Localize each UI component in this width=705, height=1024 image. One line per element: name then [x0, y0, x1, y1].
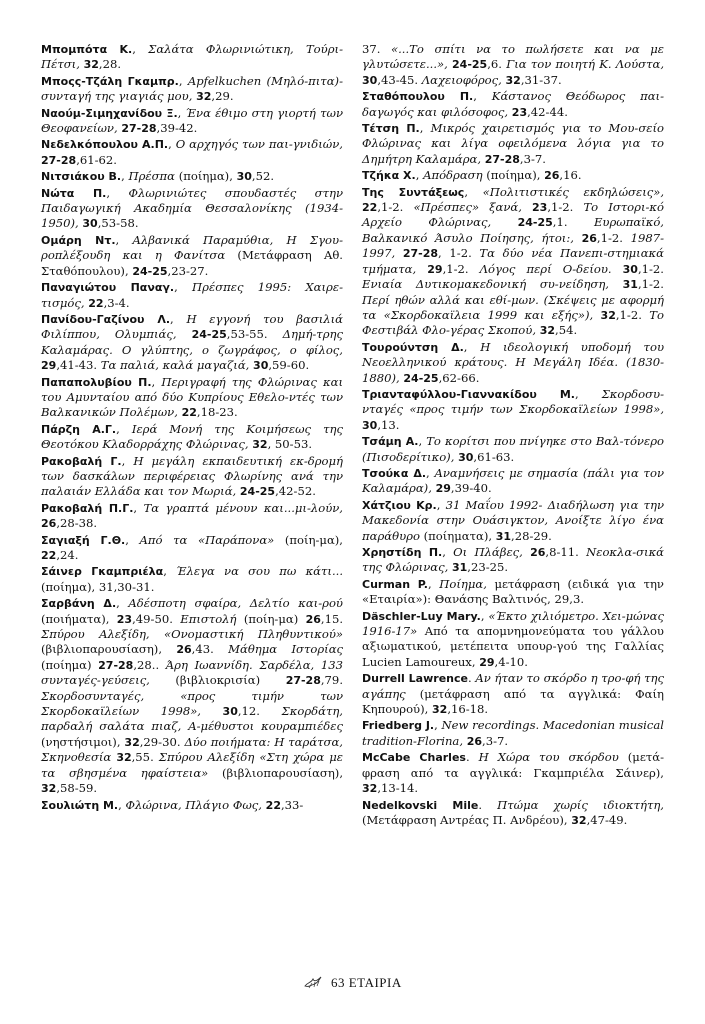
entry-text: ,53-58.	[97, 216, 139, 231]
entry-issue: 24-25	[452, 58, 488, 72]
entry-text: ,	[464, 184, 483, 199]
entry-title: Σπύρου Αλεξίδη «Στη χώρα με τα σβησμένα ηφαίστεια»	[41, 750, 344, 780]
entry-title: Ιερά Μονή της Κοιμήσεως της Θεοτόκου Κλαδορράχης Φλώρινας,	[41, 421, 343, 452]
entry-text: ,42-44.	[527, 104, 568, 119]
entry-title: Φλωρινιώτες σπουδαστές στην Παιδαγωγική Ακαδημία Θεσσαλονίκης (1934-1950),	[41, 185, 344, 231]
entry-issue: 29	[427, 262, 443, 276]
entry-text: ,28..	[133, 657, 166, 672]
entry-text: (Μετάφραση Αντρέας Π. Ανδρέου),	[362, 812, 572, 827]
entry-title: Τα δύο νέα Πανεπι-στημιακά τμήματα,	[362, 246, 664, 276]
entry-issue: 31	[495, 529, 512, 543]
entry-text: (Μετάφραση Αθ. Σταθόπουλου),	[41, 248, 343, 278]
entry-issue: 32	[600, 308, 616, 322]
index-entry	[362, 798, 664, 829]
entry-title: Δημή-τρης Καλαμάρας. Ο γλύπτης, ο ζωγράφος, ο φίλος,	[41, 327, 343, 357]
journal-name: ΕΤΑΙΡΙΑ	[348, 975, 402, 990]
entry-title: «Έκτο χιλιόμετρο. Χει-μώνας 1916-17»	[362, 608, 664, 639]
entry-text: (ποίημα)	[41, 657, 99, 672]
entry-title: New recordings. Macedonian musical tradition-Florina,	[362, 718, 664, 748]
entry-issue: 30	[622, 262, 638, 276]
entry-author: Σάινερ Γκαμπριέλα	[41, 565, 164, 579]
entry-text: ,24.	[56, 548, 79, 562]
entry-text: 37.	[362, 42, 392, 56]
entry-issue: 29	[479, 655, 495, 669]
entry-text: (βιβλιοκρισία)	[175, 673, 286, 688]
entry-title: «...Το σπίτι να το πωλήσετε και να με γλυτώσετε...»,	[362, 42, 664, 72]
entry-text: ,79.	[320, 673, 343, 688]
entry-text: .	[465, 750, 479, 765]
entry-text: ,61-62.	[76, 152, 117, 167]
entry-text: ,49-50.	[132, 611, 181, 626]
entry-text: ,31-37.	[520, 72, 562, 87]
entry-author: Παπαπολυβίου Π.	[41, 375, 152, 389]
entry-text: ,52.	[251, 169, 275, 184]
entry-issue: 32	[83, 58, 99, 72]
entry-title: Σκορδοσυ-νταγές «προς τιμήν των Σκορδοκαϊλείων 1998»,	[362, 386, 664, 417]
entry-text: (ποίημα),	[486, 168, 545, 183]
entry-issue: 29	[41, 359, 57, 373]
entry-text: ,	[121, 169, 129, 184]
entry-author: Της Συντάξεως	[362, 185, 465, 199]
entry-issue: 22	[88, 296, 104, 310]
entry-text: ,13.	[377, 417, 400, 432]
entry-text: ,39-40.	[450, 481, 492, 496]
index-entry	[41, 501, 343, 532]
entry-text: ,1-2.	[547, 200, 584, 215]
entry-text: ,	[132, 42, 149, 56]
index-entry	[41, 596, 343, 796]
entry-text: ,1-2.	[442, 261, 480, 276]
entry-title: Ποίημα,	[439, 576, 495, 591]
entry-title: Ένα έθιμο στη γιορτή των Θεοφανείων,	[41, 105, 343, 136]
entry-text: ,	[574, 386, 602, 401]
entry-text: ,47-49.	[586, 812, 628, 827]
entry-text: ,	[419, 121, 431, 136]
entry-title: Από τα «Παράπονα»	[139, 532, 285, 547]
entry-title: Περιγραφή της Φλώρινας και του Αμυνταίου από δύο Κυπρίους Εθελο-ντές των Βαλκανικών Πολέμων,	[41, 374, 343, 420]
entry-text: (ποίη-μα),	[284, 532, 343, 547]
entry-text: ,4-10.	[494, 654, 528, 669]
entry-issue: 27-28	[121, 122, 157, 136]
entry-title: 31 Μαΐου 1992- Διαδήλωση για την Μακεδονία στην Ουάσιγκτον, Ανοίξτε λίγο ένα παράθυρο	[362, 497, 664, 543]
entry-text: ,23-25.	[467, 560, 509, 575]
entry-title: Το κορίτσι που πνίγηκε στο Βαλ-τόνερο (Πισοδερίτικο),	[362, 434, 664, 464]
index-entry	[362, 718, 664, 749]
entry-text: (βιβλιοπαρουσίαση),	[222, 765, 343, 780]
entry-issue: 24-25	[191, 328, 227, 342]
index-entry	[362, 671, 664, 717]
entry-author: Durrell Lawrence	[362, 672, 468, 686]
page-number: 63	[330, 975, 345, 990]
entry-issue: 32	[432, 703, 448, 717]
entry-issue: 23	[116, 612, 133, 626]
index-entry	[362, 545, 664, 576]
entry-text: ,	[463, 339, 481, 354]
entry-text: ,	[116, 421, 132, 436]
entry-title: Η εγγονή του βασιλιά Φιλίππου, Ολυμπιάς,	[41, 311, 343, 342]
entry-text: ,15.	[320, 611, 344, 626]
entry-author: Μποςς-Τζάλη Γκαμπρ.	[41, 74, 179, 88]
index-entry	[362, 609, 664, 671]
entry-issue: 22	[265, 798, 281, 812]
entry-author: Τζήκα Χ.	[362, 169, 416, 183]
entry-author: Χάτζιου Κρ.	[362, 498, 437, 512]
index-entry	[362, 577, 664, 608]
index-entry	[41, 564, 343, 595]
entry-author: Ρακοβαλή Π.Γ.	[41, 501, 134, 515]
entry-title: Νεοκλα-σικά της Φλώρινας,	[362, 545, 665, 575]
entry-text: ,	[178, 73, 188, 88]
entry-text: μετάφραση (ειδικά για την «Εταιρία»): Θανάσης Βαλτινός, 29,3.	[362, 576, 664, 607]
entry-title: Κάστανος Θεόδωρος παι-δαγωγός και φιλόσοφος,	[362, 89, 664, 119]
entry-text: (ποίημα),	[178, 169, 237, 184]
entry-issue: 30	[253, 359, 269, 373]
index-entry	[41, 375, 343, 421]
entry-author: Πανίδου-Γαζίνου Λ.	[41, 312, 171, 326]
entry-text: , 50-53.	[267, 437, 313, 452]
entry-author: Σαγιαξή Γ.Θ.	[41, 533, 126, 547]
entry-text: ,58-59.	[56, 781, 98, 796]
entry-title: Λαχειοφόρος,	[421, 72, 506, 87]
entry-issue: 32	[116, 751, 132, 765]
entry-text: ,	[151, 374, 162, 389]
entry-text: ,	[121, 453, 134, 468]
index-entry	[41, 454, 343, 500]
index-entry	[41, 533, 343, 564]
index-entry	[41, 422, 343, 453]
entry-author: Σουλιώτη Μ.	[41, 798, 119, 812]
entry-issue: 22	[41, 549, 57, 562]
entry-text: ,	[125, 532, 140, 547]
entry-text: ,3-7.	[482, 733, 509, 748]
entry-author: Νεδελκόπουλου Α.Π.	[41, 138, 169, 152]
entry-text: ,23-27.	[167, 263, 209, 278]
entry-author: Curman P.	[362, 577, 428, 591]
entry-title: Επιστολή	[180, 611, 244, 626]
entry-title: Σαλάτα Φλωρινιώτικη, Τούρι-Πέτσι,	[41, 42, 343, 72]
entry-text: ,43-45.	[377, 72, 422, 87]
entry-issue: 27-28	[285, 674, 321, 688]
entry-text: ,28.	[98, 57, 122, 72]
entry-text: ,	[480, 608, 489, 623]
index-entry	[41, 312, 343, 374]
entry-issue: 23	[532, 201, 548, 215]
entry-text: ,	[418, 434, 427, 449]
entry-issue: 32	[571, 813, 587, 827]
entry-title: Απόδραση	[423, 168, 487, 183]
index-entry	[362, 121, 664, 167]
entry-title: Για τον ποιητή Κ. Λούστα,	[506, 57, 665, 72]
entry-text: ,	[115, 232, 133, 247]
entry-text: ,1.	[552, 215, 594, 230]
entry-text: ,28-29.	[511, 528, 552, 543]
entry-issue: 26	[530, 546, 546, 559]
entry-title: Λόγος περί Ο-δείου.	[479, 261, 623, 276]
index-entry	[362, 42, 664, 88]
entry-text: ,1-2.	[377, 200, 414, 215]
entry-issue: 32	[196, 90, 212, 104]
entry-author: Νιτσιάκου Β.	[41, 170, 122, 184]
entry-text: ,39-42.	[156, 121, 198, 136]
entry-text: (βιβλιοπαρουσίαση),	[41, 642, 177, 657]
entry-issue: 26	[466, 734, 483, 748]
entry-title: «Πολιτιστικές εκδηλώσεις»,	[482, 184, 665, 199]
entry-title: Πρέσπες 1995: Χαιρε-τισμός,	[41, 280, 343, 310]
index-entry	[41, 42, 343, 73]
index-entry	[362, 434, 664, 465]
entry-issue: 22	[181, 406, 197, 420]
entry-title: Σπύρου Αλεξίδη, «Ονομαστική Πληθυντικού»	[41, 627, 343, 642]
entry-title: Η μεγάλη εκπαιδευτική εκ-δρομή των δασκάλων περιφέρειας Φλωρίνης ανά την παλαιάν Ελλάδα και τον Μωριά,	[41, 453, 344, 499]
entry-text: ,12.	[237, 704, 282, 719]
entry-issue: 23	[511, 105, 528, 119]
index-entry	[362, 750, 664, 796]
entry-author: Χρηστίδη Π.	[362, 546, 443, 559]
entry-text: ,43.	[191, 642, 229, 657]
index-entry	[41, 280, 343, 311]
entry-text: ,6.	[487, 57, 507, 72]
entry-author: McCabe Charles	[362, 751, 466, 765]
entry-issue: 24-25	[239, 485, 276, 499]
entry-text: , 1-2.	[438, 246, 480, 261]
entry-issue: 32	[539, 324, 556, 338]
index-entry	[41, 137, 343, 168]
entry-author: Ρακοβαλή Γ.	[41, 454, 122, 468]
entry-text: ,	[133, 500, 144, 515]
entry-issue: 30	[236, 170, 252, 184]
entry-author: Ομάρη Ντ.	[41, 233, 116, 247]
entry-title: Περί ηθών αλλά και εθί-μων. (Σκέψεις με αφορμή τα «Σκορδοκαϊλεια 1999 και εξής»),	[362, 292, 664, 322]
entry-author: Πάρζη Α.Γ.	[41, 422, 117, 436]
entry-text: ,	[106, 185, 129, 200]
index-entry	[362, 498, 664, 544]
index-entry	[41, 74, 343, 105]
entry-text: (ποίη-μα)	[243, 611, 306, 626]
entry-issue: 24-25	[132, 264, 168, 278]
entry-text: .	[467, 671, 476, 686]
entry-author: Μπομπότα Κ.	[41, 43, 133, 56]
index-entry	[41, 186, 343, 232]
entry-text: ,3-7.	[519, 151, 546, 166]
entry-title: Αναμνήσεις με σημασία (πάλι για τον Καλαμάρα),	[362, 465, 665, 496]
entry-author: Nedelkovski Mile	[362, 798, 479, 812]
entry-author: Τέτση Π.	[362, 122, 420, 136]
entry-text: ,	[426, 465, 435, 480]
entry-text: (ποιήματα),	[41, 611, 117, 626]
entry-text: ,	[442, 545, 454, 559]
entry-text: ,	[473, 89, 492, 104]
entry-author: Νώτα Π.	[41, 186, 107, 200]
index-entry	[41, 233, 343, 279]
entry-title: «Πρέσπες» ξανά,	[413, 200, 532, 215]
entry-title: Φλώρινα, Πλάγιο Φως,	[125, 797, 266, 812]
index-entry	[362, 387, 664, 433]
entry-text: ,	[174, 280, 193, 295]
entry-issue: 32	[252, 438, 268, 452]
index-entry	[41, 169, 343, 184]
entry-text: ,53-55.	[226, 327, 283, 342]
entry-author: Ναούμ-Σιμηχανίδου Ξ.	[41, 106, 178, 120]
entry-text: ,	[170, 311, 187, 326]
entry-issue: 27-28	[41, 153, 77, 167]
entry-issue: 30	[362, 418, 378, 432]
entry-title: Σκορδοσυνταγές, «προς τιμήν των Σκορδοκαϊλείων 1998»,	[41, 688, 343, 719]
entry-author: Τσάμη Α.	[362, 435, 419, 449]
entry-issue: 26	[305, 612, 321, 626]
entry-issue: 32	[362, 782, 378, 796]
entry-issue: 27-28	[98, 658, 134, 672]
right-column	[362, 42, 664, 829]
entry-text: ,	[116, 596, 129, 611]
entry-title: Ευρωπαϊκό, Βαλκανικό Άσυλο Ποίησης, ήτοι:,	[362, 215, 664, 245]
entry-text: ,	[434, 718, 442, 733]
entry-text: ,1-2.	[637, 261, 664, 276]
index-entry	[362, 466, 664, 497]
entry-title: Το Φεστιβάλ Φλο-γέρας Σκοπού,	[362, 307, 664, 338]
entry-text: ,	[168, 137, 176, 152]
entry-text: (ποίηματα),	[423, 528, 496, 543]
entry-title: Αδέσποτη σφαίρα, Δελτίο και-ρού	[128, 596, 343, 611]
entry-text: (ποίημα), 31,30-31.	[41, 579, 155, 594]
entry-text: ,1-2.	[637, 277, 664, 292]
entry-text: ,61-63.	[473, 449, 515, 464]
entry-issue: 24-25	[517, 216, 553, 230]
entry-text: ,	[427, 576, 440, 591]
entry-title: Τα παλιά, καλά μαγαζιά,	[100, 358, 254, 373]
entry-title: Ενιαία Δυτικομακεδονική συ-νείδηση,	[362, 277, 623, 292]
entry-title: Αν ήταν το σκόρδο η τρο-φή της αγάπης	[362, 671, 664, 701]
entry-text: ,1-2.	[615, 307, 650, 322]
entry-issue: 32	[124, 735, 140, 749]
entry-issue: 26	[581, 231, 597, 245]
entry-author: Τσούκα Δ.	[362, 466, 427, 480]
entry-text: ,54.	[555, 323, 578, 338]
entry-text: ,33-	[280, 797, 304, 812]
entry-title: Αλβανικά Παραμύθια, Η Σγου-ροπλέξουδη και η Φανίτσα	[41, 232, 343, 263]
entry-title: 1987-1997,	[362, 230, 664, 261]
entry-issue: 32	[505, 73, 521, 87]
entry-text: ,8-11.	[545, 545, 587, 559]
entry-issue: 24-25	[403, 371, 439, 385]
entry-text: (μετά-φραση από τα αγγλικά: Γκαμπριέλα Σάινερ),	[362, 750, 665, 780]
entry-author: Παναγιώτου Παναγ.	[41, 281, 175, 295]
entry-text: ,1-2.	[596, 230, 631, 245]
entry-text: ,41-43.	[56, 358, 101, 373]
index-entry	[362, 340, 664, 386]
entry-title: Τα γραπτά μένουν και...μι-λούν,	[143, 500, 343, 515]
entry-text: ,42-52.	[275, 484, 316, 499]
entry-issue: 26	[176, 643, 192, 657]
entry-title: Ο αρχηγός των παι-γνιδιών,	[175, 137, 343, 152]
entry-title: Έλεγα να σου πω κάτι...	[176, 564, 344, 579]
entry-text: (μετάφραση από τα αγγλικά: Φαίη Κηπουρού),	[362, 686, 664, 717]
entry-issue: 30	[82, 217, 98, 231]
entry-issue: 30	[458, 450, 474, 464]
entry-text: ,29.	[211, 89, 234, 104]
entry-text: ,16.	[559, 168, 582, 183]
entry-text: .	[478, 797, 498, 812]
entry-text: ,	[118, 797, 126, 812]
entry-text: ,59-60.	[268, 358, 310, 373]
entry-title: Σκορδάτη, παρδαλή σαλάτα πιαζ, Α-μέθυστοι κουραμπιέδες	[41, 704, 343, 734]
entry-title: Μικρός χαιρετισμός για το Μου-σείο Φλώρινας και λίγα οφειλόμενα λόγια για το Δημήτρη Καλαμάρα,	[362, 121, 664, 166]
journal-emblem-icon	[303, 974, 323, 990]
entry-issue: 32	[41, 782, 57, 796]
entry-issue: 30	[222, 705, 238, 719]
entry-title: Οι Πλάβες,	[453, 545, 531, 559]
entry-text: ,13-14.	[377, 781, 419, 796]
entry-author: Σταθόπουλου Π.	[362, 90, 474, 104]
entry-text: ,	[436, 497, 446, 512]
entry-issue: 26	[41, 517, 57, 531]
entry-text: ,16-18.	[447, 702, 489, 717]
entry-issue: 30	[362, 73, 378, 87]
entry-text: ,55.	[131, 750, 159, 765]
entry-title: Apfelkuchen (Μηλό-πιτα)- συνταγή της γιαγιάς μου,	[41, 73, 343, 104]
entry-text: ,29-30.	[139, 734, 185, 749]
entry-issue: 31	[622, 278, 638, 292]
entry-author: Τουρούντση Δ.	[362, 340, 464, 354]
entry-title: Μάθημα Ιστορίας	[228, 642, 344, 657]
entry-text: (νηστήσιμοι),	[41, 734, 125, 749]
entry-text: ,3-4.	[103, 295, 130, 310]
entry-issue: 27-28	[484, 152, 520, 166]
entry-text: Από τα απομνημονεύματα του γάλλου αξιωματικού, μετέπειτα υπουρ-γού της Γαλλίας Lucien Lamoureux,	[362, 624, 664, 669]
entry-text: ,28-38.	[56, 516, 98, 531]
entry-title: Πτώμα χωρίς ιδιοκτήτη,	[497, 797, 664, 812]
entry-title: Δύο ποιήματα: Η ταράτσα, Σκηνοθεσία	[41, 734, 343, 765]
entry-author: Däschler-Luy Mary.	[362, 609, 481, 623]
index-entry	[362, 89, 664, 120]
entry-text: ,	[177, 105, 186, 120]
entry-title: Η Χώρα του σκόρδου	[478, 750, 628, 765]
entry-author: Friedberg J.	[362, 719, 435, 733]
entry-title: Το Ιστορι-κό Αρχείο Φλώρινας,	[362, 200, 665, 230]
entry-issue: 22	[362, 201, 378, 215]
entry-issue: 31	[451, 561, 468, 575]
index-entry	[41, 798, 343, 813]
index-entry	[362, 168, 664, 183]
entry-title: Άρη Ιωαννίδη. Σαρδέλα, 133 συνταγές-γεύσεις,	[41, 657, 344, 688]
entry-author: Τριανταφύλλου-Γιαννακίδου Μ.	[362, 387, 575, 401]
entry-author: Σαρβάνη Δ.	[41, 597, 117, 611]
entry-title: Η ιδεολογική υποδομή του Νεοελληνικού κράτους. Η Μεγάλη Ιδέα. (1830-1880),	[362, 339, 665, 385]
entry-issue: 26	[544, 169, 560, 183]
entry-text: ,	[415, 168, 424, 183]
left-column	[41, 42, 343, 814]
entry-title: Πρέσπα	[128, 169, 179, 184]
entry-text: ,62-66.	[438, 370, 480, 385]
entry-text: ,18-23.	[196, 405, 238, 420]
index-entry	[362, 185, 664, 339]
index-entry	[41, 106, 343, 137]
entry-issue: 29	[435, 482, 451, 496]
page-footer	[0, 974, 705, 991]
entry-text: ,	[163, 564, 177, 579]
entry-issue: 27-28	[402, 247, 439, 261]
